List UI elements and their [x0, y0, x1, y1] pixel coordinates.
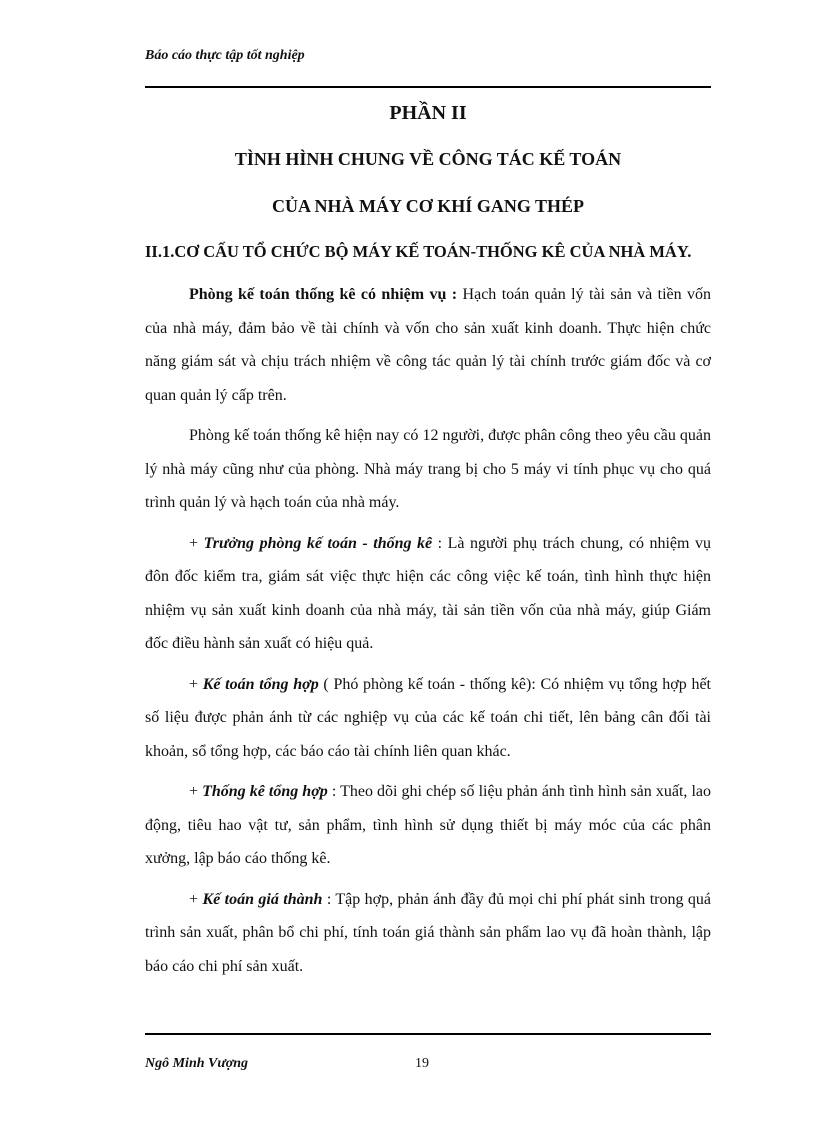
page-number: 19: [415, 1056, 429, 1071]
paragraph-prefix: +: [189, 890, 203, 908]
role-title: Trưởng phòng kế toán - thống kê: [203, 534, 433, 552]
footer-rule: [145, 1033, 711, 1035]
chapter-title-line-1: TÌNH HÌNH CHUNG VỀ CÔNG TÁC KẾ TOÁN: [234, 149, 622, 169]
paragraph-lead: Phòng kế toán thống kê có nhiệm vụ :: [189, 286, 458, 303]
paragraph-general-accountant: [145, 668, 711, 769]
paragraph-text: : Theo dõi ghi chép số liệu phản ánh tình hình sản xuất, lao động, tiêu hao vật tư, sản phẩm, tình hình sử dụng thiết bị máy móc của các phân xưởng, lập báo cáo thống kê.: [145, 783, 712, 867]
part-title: PHẦN II: [389, 102, 467, 124]
paragraph-prefix: +: [189, 783, 203, 800]
paragraph-text: : Là người phụ trách chung, có nhiệm vụ đôn đốc kiểm tra, giám sát việc thực hiện các công việc kế toán, tình hình thực hiện nhiệm vụ sản xuất kinh doanh của nhà máy, tài sản tiền vốn của nhà máy, giúp Giám đốc điều hành sản xuất có hiệu quả.: [145, 534, 711, 652]
paragraph-chief-accountant: [145, 527, 711, 661]
paragraph-text: Hạch toán quản lý tài sản và tiền vốn của nhà máy, đảm bảo về tài chính và vốn cho sản xuất kinh doanh. Thực hiện chức năng giám sát và chịu trách nhiệm về công tác quản lý tài chính trước giám đốc và cơ quan quản lý cấp trên.: [145, 286, 712, 404]
paragraph-staffing: [145, 419, 711, 520]
footer-author: Ngô Minh Vượng: [145, 1056, 249, 1071]
paragraph-cost-accountant: [145, 883, 711, 984]
page-body: [145, 92, 711, 983]
paragraph-prefix: +: [189, 534, 204, 552]
section-title: II.1.CƠ CẤU TỔ CHỨC BỘ MÁY KẾ TOÁN-THỐNG KÊ CỦA NHÀ MÁY.: [145, 242, 692, 261]
running-header: Báo cáo thực tập tốt nghiệp: [145, 48, 305, 63]
role-title: Thống kê tổng hợp: [202, 783, 328, 800]
paragraph-text: : Tập hợp, phản ánh đầy đủ mọi chi phí phát sinh trong quá trình sản xuất, phân bổ chi phí, tính toán giá thành sản phẩm lao vụ đã hoàn thành, lập báo cáo chi phí sản xuất.: [145, 890, 712, 975]
paragraph-duties: [145, 278, 711, 412]
chapter-title-line-2: CỦA NHÀ MÁY CƠ KHÍ GANG THÉP: [271, 196, 584, 216]
paragraph-prefix: +: [189, 675, 203, 693]
paragraph-text: Phòng kế toán thống kê hiện nay có 12 người, được phân công theo yêu cầu quản lý nhà máy cũng như của phòng. Nhà máy trang bị cho 5 máy vi tính phục vụ cho quá trình quản lý và hạch toán của nhà máy.: [145, 427, 711, 511]
role-title: Kế toán tổng hợp: [202, 675, 319, 693]
header-rule: [145, 86, 711, 88]
paragraph-text: ( Phó phòng kế toán - thống kê): Có nhiệm vụ tổng hợp hết số liệu được phản ánh từ các nghiệp vụ của các kế toán chi tiết, lên bảng cân đối tài khoản, sổ tổng hợp, các báo cáo tài chính liên quan khác.: [145, 675, 711, 760]
role-title: Kế toán giá thành: [202, 890, 323, 908]
paragraph-general-statistics: [145, 775, 711, 876]
